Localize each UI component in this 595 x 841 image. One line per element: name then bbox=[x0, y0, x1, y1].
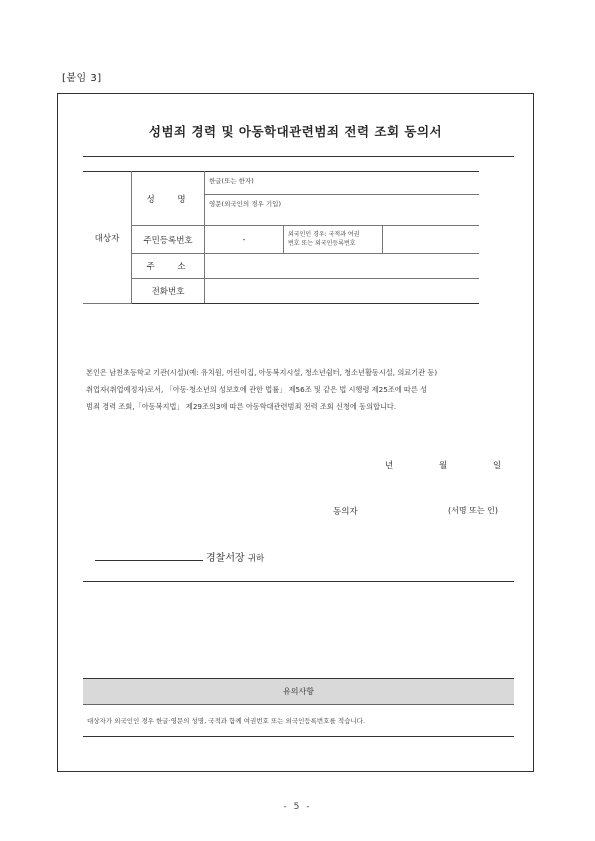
consent-statement bbox=[86, 364, 513, 415]
phone-field[interactable] bbox=[205, 279, 480, 304]
form-title: 성범죄 경력 및 아동학대관련범죄 전력 조회 동의서 bbox=[148, 124, 443, 139]
date-year-label: 년 bbox=[385, 461, 394, 471]
addressee-suffix: 귀하 bbox=[247, 554, 265, 564]
date-day-label: 일 bbox=[493, 461, 502, 471]
address-label: 주 소 bbox=[132, 254, 205, 279]
attachment-label: [붙임 3] bbox=[62, 73, 102, 84]
phone-label: 전화번호 bbox=[132, 279, 205, 304]
addressee-divider bbox=[83, 581, 514, 582]
address-field[interactable] bbox=[205, 254, 480, 279]
consent-form bbox=[57, 93, 534, 772]
signature-note: (서명 또는 인) bbox=[448, 506, 498, 515]
consent-line: 본인은 남천초등학교 기관(시설)(예: 유치원, 어린이집, 아동복지시설, 청소년쉼터, 청소년활동시설, 의료기관 등) bbox=[86, 368, 438, 377]
police-chief-label: 경찰서장 bbox=[206, 553, 245, 564]
foreign-id-field[interactable] bbox=[383, 226, 480, 254]
title-divider bbox=[83, 156, 514, 157]
consent-line: 범죄 경력 조회,「아동복지법」 제29조의3에 따른 아동학대관련범죄 전력 조회 신청에 동의합니다. bbox=[86, 402, 397, 411]
foreign-note-line1: 외국인인 경우: 국적과 여권 bbox=[288, 231, 360, 239]
name-korean-field[interactable]: 한글(또는 한자) bbox=[205, 172, 480, 195]
notes-text: 대상자가 외국인인 경우 한글·영문의 성명, 국적과 함께 여권번호 또는 외국인등록번호를 적습니다. bbox=[87, 717, 366, 725]
notes-heading: 유의사항 bbox=[83, 678, 514, 705]
target-label: 대상자 bbox=[83, 172, 132, 304]
signer-label: 동의자 bbox=[333, 507, 358, 517]
name-label: 성 명 bbox=[132, 172, 205, 226]
foreign-id-note bbox=[284, 226, 383, 254]
addressee bbox=[95, 549, 264, 564]
applicant-info-table bbox=[83, 171, 479, 304]
foreign-note-line2: 번호 또는 외국인등록번호 bbox=[288, 239, 356, 247]
police-station-blank[interactable] bbox=[95, 550, 203, 561]
date-month-label: 월 bbox=[439, 461, 448, 471]
name-english-field[interactable]: 영문(외국인의 경우 기입) bbox=[205, 195, 480, 226]
consent-line: 취업자(취업예정자)로서, 「아동·청소년의 성보호에 관한 법률」 제56조 및 같은 법 시행령 제25조에 따른 성 bbox=[86, 385, 428, 394]
rrn-label: 주민등록번호 bbox=[132, 226, 205, 254]
notes-bottom-rule bbox=[83, 736, 514, 737]
page-number: - 5 - bbox=[283, 802, 312, 812]
rrn-field[interactable]: - bbox=[205, 226, 284, 254]
